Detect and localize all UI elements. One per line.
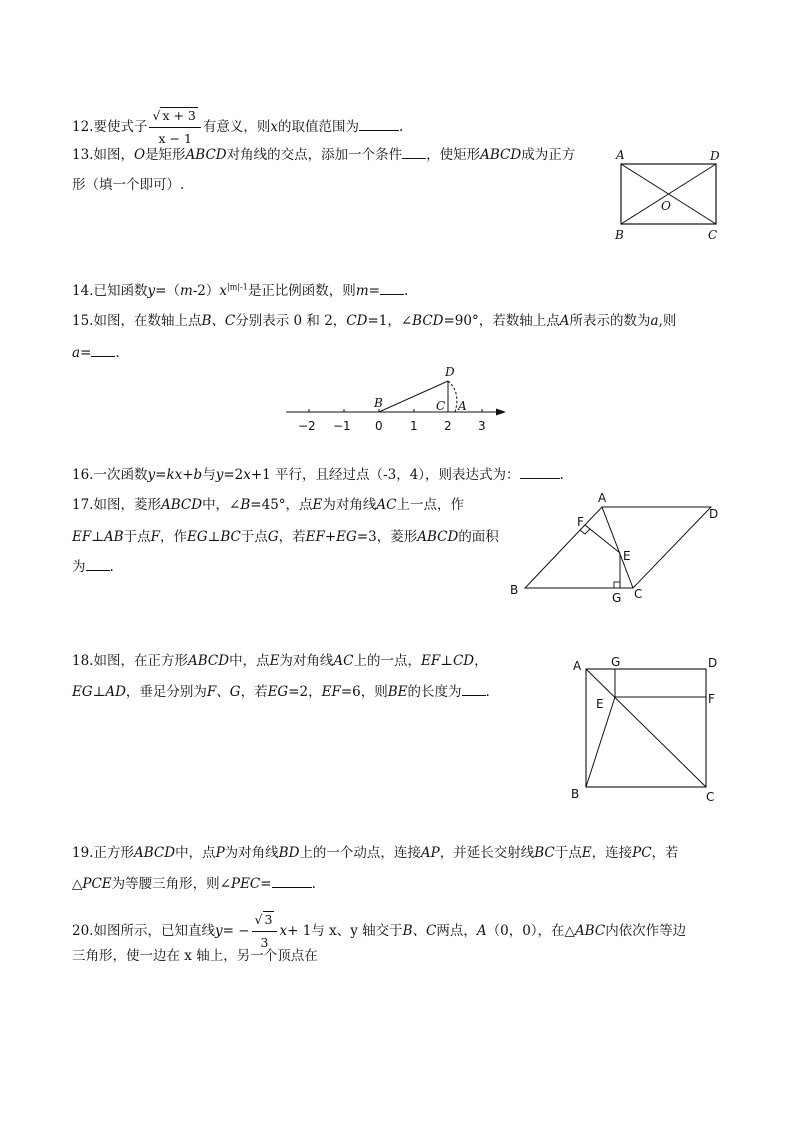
label-e: E — [596, 697, 604, 711]
label-f: F — [708, 692, 715, 706]
label-b: B — [510, 583, 519, 597]
answer-blank[interactable] — [359, 117, 399, 131]
fraction: $\frac{√ 3}{3}$ — [252, 910, 278, 953]
question-16: 16.一次函数y=kx+b与y=2x+1 平行，且经过点（-3，4），则表达式为： . — [72, 467, 564, 483]
diagonal-ac — [602, 507, 633, 588]
tick-label: −1 — [333, 419, 351, 433]
rectangle-diagram — [610, 148, 730, 244]
question-17-line-3: 为 . — [72, 559, 114, 575]
question-17-line-1: 17.如图，菱形ABCD中，∠B=45°，点E为对角线AC上一点，作 — [72, 497, 464, 513]
label-o: O — [661, 199, 671, 213]
label-e: E — [623, 549, 631, 563]
right-angle-f — [580, 529, 590, 534]
question-18-line-1: 18.如图，在正方形ABCD中，点E为对角线AC上的一点，EF⊥CD， — [72, 653, 488, 669]
label-b: B — [571, 787, 580, 801]
tick-label: 2 — [444, 419, 452, 433]
answer-blank[interactable] — [380, 281, 404, 295]
label-g: G — [611, 655, 621, 669]
question-19-line-2: △PCE为等腰三角形，则∠PEC= . — [72, 876, 316, 892]
question-13-line-1: 13.如图，O是矩形ABCD对角线的交点，添加一个条件 ，使矩形ABCD成为正方 — [72, 147, 576, 163]
answer-blank[interactable] — [91, 343, 115, 357]
question-13-line-2: 形（填一个即可）. — [72, 177, 185, 193]
label-a: A — [616, 148, 625, 162]
number-line-diagram — [282, 362, 512, 436]
answer-blank[interactable] — [272, 874, 312, 888]
question-18-line-2: EG⊥AD，垂足分别为F、G，若EG=2，EF=6，则BE的长度为 . — [72, 684, 490, 700]
label-d: D — [709, 507, 719, 521]
arc-da — [448, 381, 457, 412]
label-b: B — [615, 228, 624, 242]
label-c: C — [706, 790, 715, 804]
tick-label: 1 — [410, 419, 418, 433]
answer-blank[interactable] — [402, 145, 426, 159]
label-g: G — [612, 591, 622, 605]
tick-label: 3 — [478, 419, 486, 433]
right-angle-g — [614, 582, 620, 588]
answer-blank[interactable] — [462, 682, 486, 696]
question-20-line-1: 20.如图所示，已知直线y= − $\frac{√ 3}{3}$ x+ 1与 x、y 轴交于B、C两点，A（0，0），在△ABC内依次作等边 — [72, 910, 686, 953]
answer-blank[interactable] — [86, 557, 110, 571]
question-20-line-2: 三角形，使一边在 x 轴上，另一个顶点在 — [72, 948, 318, 964]
answer-blank[interactable] — [520, 465, 560, 479]
label-d: D — [710, 149, 720, 163]
label-d: D — [445, 365, 455, 379]
question-14: 14.已知函数$y=(m-2)x^{|m|-1}$是正比例函数，则m= . — [72, 282, 409, 299]
diagonal-ac — [586, 669, 706, 787]
fraction: $\frac{√ x + 3}{x - 1}$ — [149, 106, 200, 149]
label-c: C — [634, 587, 643, 601]
label-c: C — [436, 399, 446, 413]
question-19-line-1: 19.正方形ABCD中，点P为对角线BD上的一个动点，连接AP，并延长交射线BC于点E，连接PC，若 — [72, 845, 679, 861]
tick-label: 0 — [375, 419, 383, 433]
label-a: A — [458, 399, 467, 413]
question-15-line-1: 15.如图，在数轴上点B、C分别表示 0 和 2，CD=1，∠BCD=90°，若数轴上点A所表示的数为a,则 — [72, 313, 677, 329]
rhombus-diagram — [505, 490, 737, 604]
question-12: 12.要使式子 $\frac{√ x + 3}{x - 1}$ 有意义，则x的取值范围为 . — [72, 106, 403, 149]
tick-label: −2 — [298, 419, 316, 433]
square-diagram — [566, 652, 730, 804]
label-a: A — [598, 491, 607, 505]
axis-arrow — [496, 409, 506, 416]
label-f: F — [577, 515, 584, 529]
label-d: D — [708, 656, 718, 670]
label-c: C — [708, 228, 718, 242]
label-b: B — [374, 396, 383, 410]
label-a: A — [573, 659, 582, 673]
question-15-line-2: a= . — [72, 345, 120, 361]
question-17-line-2: EF⊥AB于点F，作EG⊥BC于点G，若EF+EG=3，菱形ABCD的面积 — [72, 529, 499, 545]
